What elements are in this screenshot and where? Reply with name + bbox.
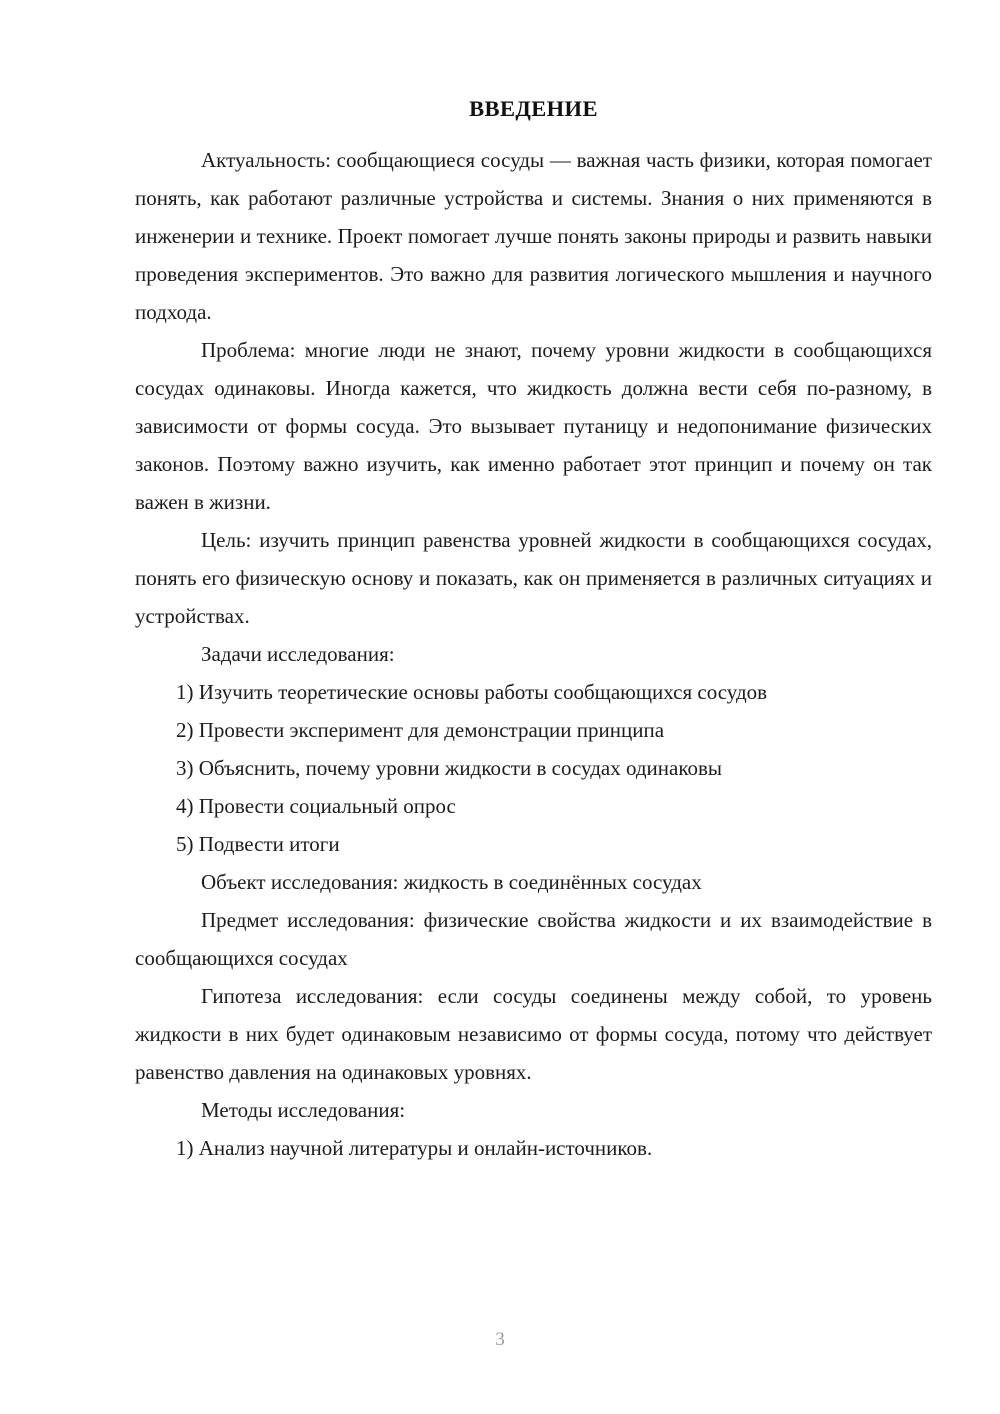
tasks-list — [135, 673, 932, 863]
heading-tasks: Задачи исследования: — [201, 642, 395, 666]
page-content — [135, 0, 932, 1167]
methods-list — [135, 1129, 932, 1167]
list-item: 4) Провести социальный опрос — [176, 794, 456, 818]
paragraph-object: Объект исследования: жидкость в соединённых сосудах — [201, 870, 702, 894]
list-item: 5) Подвести итоги — [176, 832, 340, 856]
heading-methods: Методы исследования: — [201, 1098, 406, 1122]
paragraph-problem: Проблема: многие люди не знают, почему уровни жидкости в сообщающихся сосудах одинаковы. Иногда кажется, что жидкость должна вести себя по-разному, в зависимости от формы сосуда. Это вызывает путаницу и недопонимание физических законов. Поэтому важно изучить, как именно работает этот принцип и почему он так важен в жизни. — [135, 338, 932, 514]
paragraph-hypothesis: Гипотеза исследования: если сосуды соединены между собой, то уровень жидкости в них будет одинаковым независимо от формы сосуда, потому что действует равенство давления на одинаковых уровнях. — [135, 984, 932, 1084]
list-item: 2) Провести эксперимент для демонстрации принципа — [176, 718, 665, 742]
paragraph-goal: Цель: изучить принцип равенства уровней жидкости в сообщающихся сосудах, понять его физическую основу и показать, как он применяется в различных ситуациях и устройствах. — [135, 528, 932, 628]
paragraph-relevance: Актуальность: сообщающиеся сосуды — важная часть физики, которая помогает понять, как работают различные устройства и системы. Знания о них применяются в инженерии и технике. Проект помогает лучше понять законы природы и развить навыки проведения экспериментов. Это важно для развития логического мышления и научного подхода. — [135, 148, 932, 324]
page-title: ВВЕДЕНИЕ — [469, 96, 598, 121]
page-number: 3 — [495, 1329, 505, 1350]
paragraph-subject: Предмет исследования: физические свойства жидкости и их взаимодействие в сообщающихся сосудах — [135, 908, 932, 970]
list-item: 1) Изучить теоретические основы работы сообщающихся сосудов — [176, 680, 768, 704]
list-item: 3) Объяснить, почему уровни жидкости в сосудах одинаковы — [176, 756, 722, 780]
list-item: 1) Анализ научной литературы и онлайн-источников. — [176, 1136, 653, 1160]
